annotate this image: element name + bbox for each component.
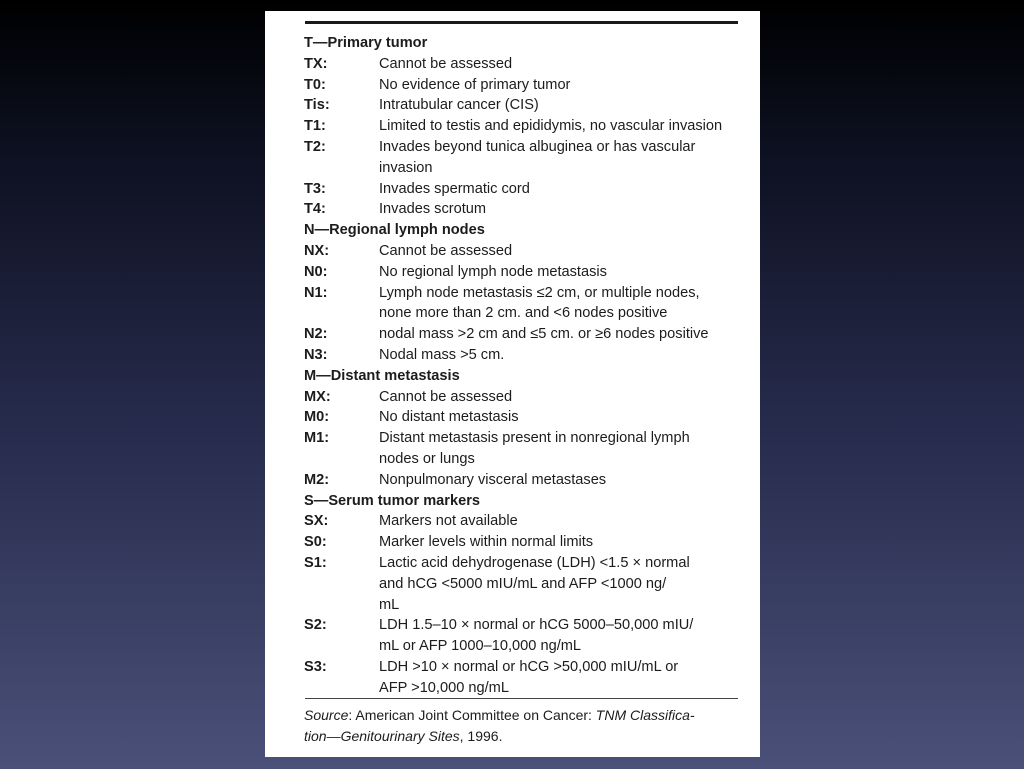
stage-code: Tis: bbox=[304, 97, 330, 114]
source-title-part-2: tion—Genitourinary Sites bbox=[304, 728, 460, 744]
stage-description bbox=[379, 137, 744, 179]
table-row bbox=[304, 532, 744, 553]
table-row bbox=[304, 283, 744, 325]
description-line: Cannot be assessed bbox=[379, 388, 513, 405]
table-row bbox=[304, 345, 744, 366]
description-line: Cannot be assessed bbox=[379, 55, 513, 72]
stage-code: S2: bbox=[304, 617, 327, 634]
stage-description bbox=[379, 387, 744, 408]
stage-code: N1: bbox=[304, 284, 328, 301]
table-row bbox=[304, 553, 744, 615]
table-row bbox=[304, 116, 744, 137]
stage-code: SX: bbox=[304, 513, 329, 530]
table-row bbox=[304, 199, 744, 220]
stage-code: S3: bbox=[304, 658, 327, 675]
stage-description bbox=[379, 179, 744, 200]
stage-code: N2: bbox=[304, 326, 328, 343]
table-row bbox=[304, 54, 744, 75]
table-row bbox=[304, 428, 744, 470]
stage-description bbox=[379, 324, 744, 345]
description-line: nodes or lungs bbox=[379, 450, 475, 467]
table-row bbox=[304, 615, 744, 657]
table-row bbox=[304, 241, 744, 262]
description-line: Nodal mass >5 cm. bbox=[379, 346, 505, 363]
stage-description bbox=[379, 407, 744, 428]
stage-description bbox=[379, 262, 744, 283]
description-line: Distant metastasis present in nonregional lymph bbox=[379, 430, 690, 447]
section-heading: S—Serum tumor markers bbox=[304, 492, 481, 509]
description-line: Invades spermatic cord bbox=[379, 180, 530, 197]
table-row bbox=[304, 179, 744, 200]
description-line: Intratubular cancer (CIS) bbox=[379, 97, 539, 114]
description-line: No regional lymph node metastasis bbox=[379, 263, 607, 280]
source-line-1 bbox=[304, 705, 744, 726]
stage-code: MX: bbox=[304, 388, 331, 405]
stage-code: TX: bbox=[304, 55, 328, 72]
tnm-staging-table bbox=[304, 33, 744, 699]
source-year: , 1996. bbox=[459, 728, 503, 744]
table-row bbox=[304, 75, 744, 96]
stage-description bbox=[379, 553, 744, 615]
description-line: LDH >10 × normal or hCG >50,000 mIU/mL or bbox=[379, 658, 679, 675]
description-line: mL or AFP 1000–10,000 ng/mL bbox=[379, 638, 582, 655]
table-row bbox=[304, 387, 744, 408]
description-line: Marker levels within normal limits bbox=[379, 534, 594, 551]
stage-description bbox=[379, 116, 744, 137]
stage-description bbox=[379, 470, 744, 491]
description-line: AFP >10,000 ng/mL bbox=[379, 679, 509, 696]
stage-code: T0: bbox=[304, 76, 326, 93]
table-row bbox=[304, 95, 744, 116]
stage-description bbox=[379, 615, 744, 657]
stage-description bbox=[379, 428, 744, 470]
description-line: No evidence of primary tumor bbox=[379, 76, 571, 93]
description-line: LDH 1.5–10 × normal or hCG 5000–50,000 mIU/ bbox=[379, 617, 694, 634]
stage-description bbox=[379, 95, 744, 116]
table-row bbox=[304, 324, 744, 345]
stage-code: T2: bbox=[304, 138, 326, 155]
stage-code: N0: bbox=[304, 263, 328, 280]
section-heading: N—Regional lymph nodes bbox=[304, 222, 485, 239]
stage-code: S1: bbox=[304, 554, 327, 571]
stage-code: S0: bbox=[304, 534, 327, 551]
description-line: nodal mass >2 cm and ≤5 cm. or ≥6 nodes positive bbox=[379, 326, 709, 343]
description-line: none more than 2 cm. and <6 nodes positive bbox=[379, 305, 668, 322]
stage-description bbox=[379, 75, 744, 96]
description-line: Nonpulmonary visceral metastases bbox=[379, 471, 607, 488]
stage-code: T4: bbox=[304, 201, 326, 218]
description-line: Markers not available bbox=[379, 513, 518, 530]
section-heading: T—Primary tumor bbox=[304, 35, 428, 51]
stage-description bbox=[379, 54, 744, 75]
stage-description bbox=[379, 345, 744, 366]
stage-code: N3: bbox=[304, 346, 328, 363]
description-line: Limited to testis and epididymis, no vascular invasion bbox=[379, 118, 723, 135]
section-heading: M—Distant metastasis bbox=[304, 367, 460, 384]
stage-code: NX: bbox=[304, 242, 330, 259]
source-label: Source bbox=[304, 707, 349, 723]
stage-description bbox=[379, 283, 744, 325]
stage-code: M1: bbox=[304, 430, 330, 447]
source-citation bbox=[304, 705, 744, 747]
description-line: Invades scrotum bbox=[379, 201, 487, 218]
table-row bbox=[304, 137, 744, 179]
stage-description bbox=[379, 532, 744, 553]
source-line-2 bbox=[304, 726, 744, 747]
description-line: No distant metastasis bbox=[379, 409, 519, 426]
description-line: Cannot be assessed bbox=[379, 242, 513, 259]
stage-description bbox=[379, 199, 744, 220]
stage-code: M0: bbox=[304, 409, 330, 426]
description-line: Lactic acid dehydrogenase (LDH) <1.5 × normal bbox=[379, 554, 690, 571]
table-row bbox=[304, 470, 744, 491]
stage-code: M2: bbox=[304, 471, 330, 488]
table-row bbox=[304, 262, 744, 283]
description-line: mL bbox=[379, 596, 400, 613]
description-line: Lymph node metastasis ≤2 cm, or multiple nodes, bbox=[379, 284, 700, 301]
stage-code: T3: bbox=[304, 180, 326, 197]
stage-description bbox=[379, 511, 744, 532]
stage-code: T1: bbox=[304, 118, 326, 135]
table-row bbox=[304, 407, 744, 428]
bottom-rule bbox=[305, 698, 738, 699]
source-title-part-1: TNM Classifica- bbox=[595, 707, 695, 723]
top-rule bbox=[305, 21, 738, 24]
stage-description bbox=[379, 241, 744, 262]
description-line: invasion bbox=[379, 159, 433, 176]
document-page bbox=[265, 11, 760, 757]
table-row bbox=[304, 511, 744, 532]
table-row bbox=[304, 657, 744, 699]
stage-description bbox=[379, 657, 744, 699]
description-line: Invades beyond tunica albuginea or has vascular bbox=[379, 138, 696, 155]
source-org: : American Joint Committee on Cancer: bbox=[348, 707, 596, 723]
description-line: and hCG <5000 mIU/mL and AFP <1000 ng/ bbox=[379, 575, 667, 592]
